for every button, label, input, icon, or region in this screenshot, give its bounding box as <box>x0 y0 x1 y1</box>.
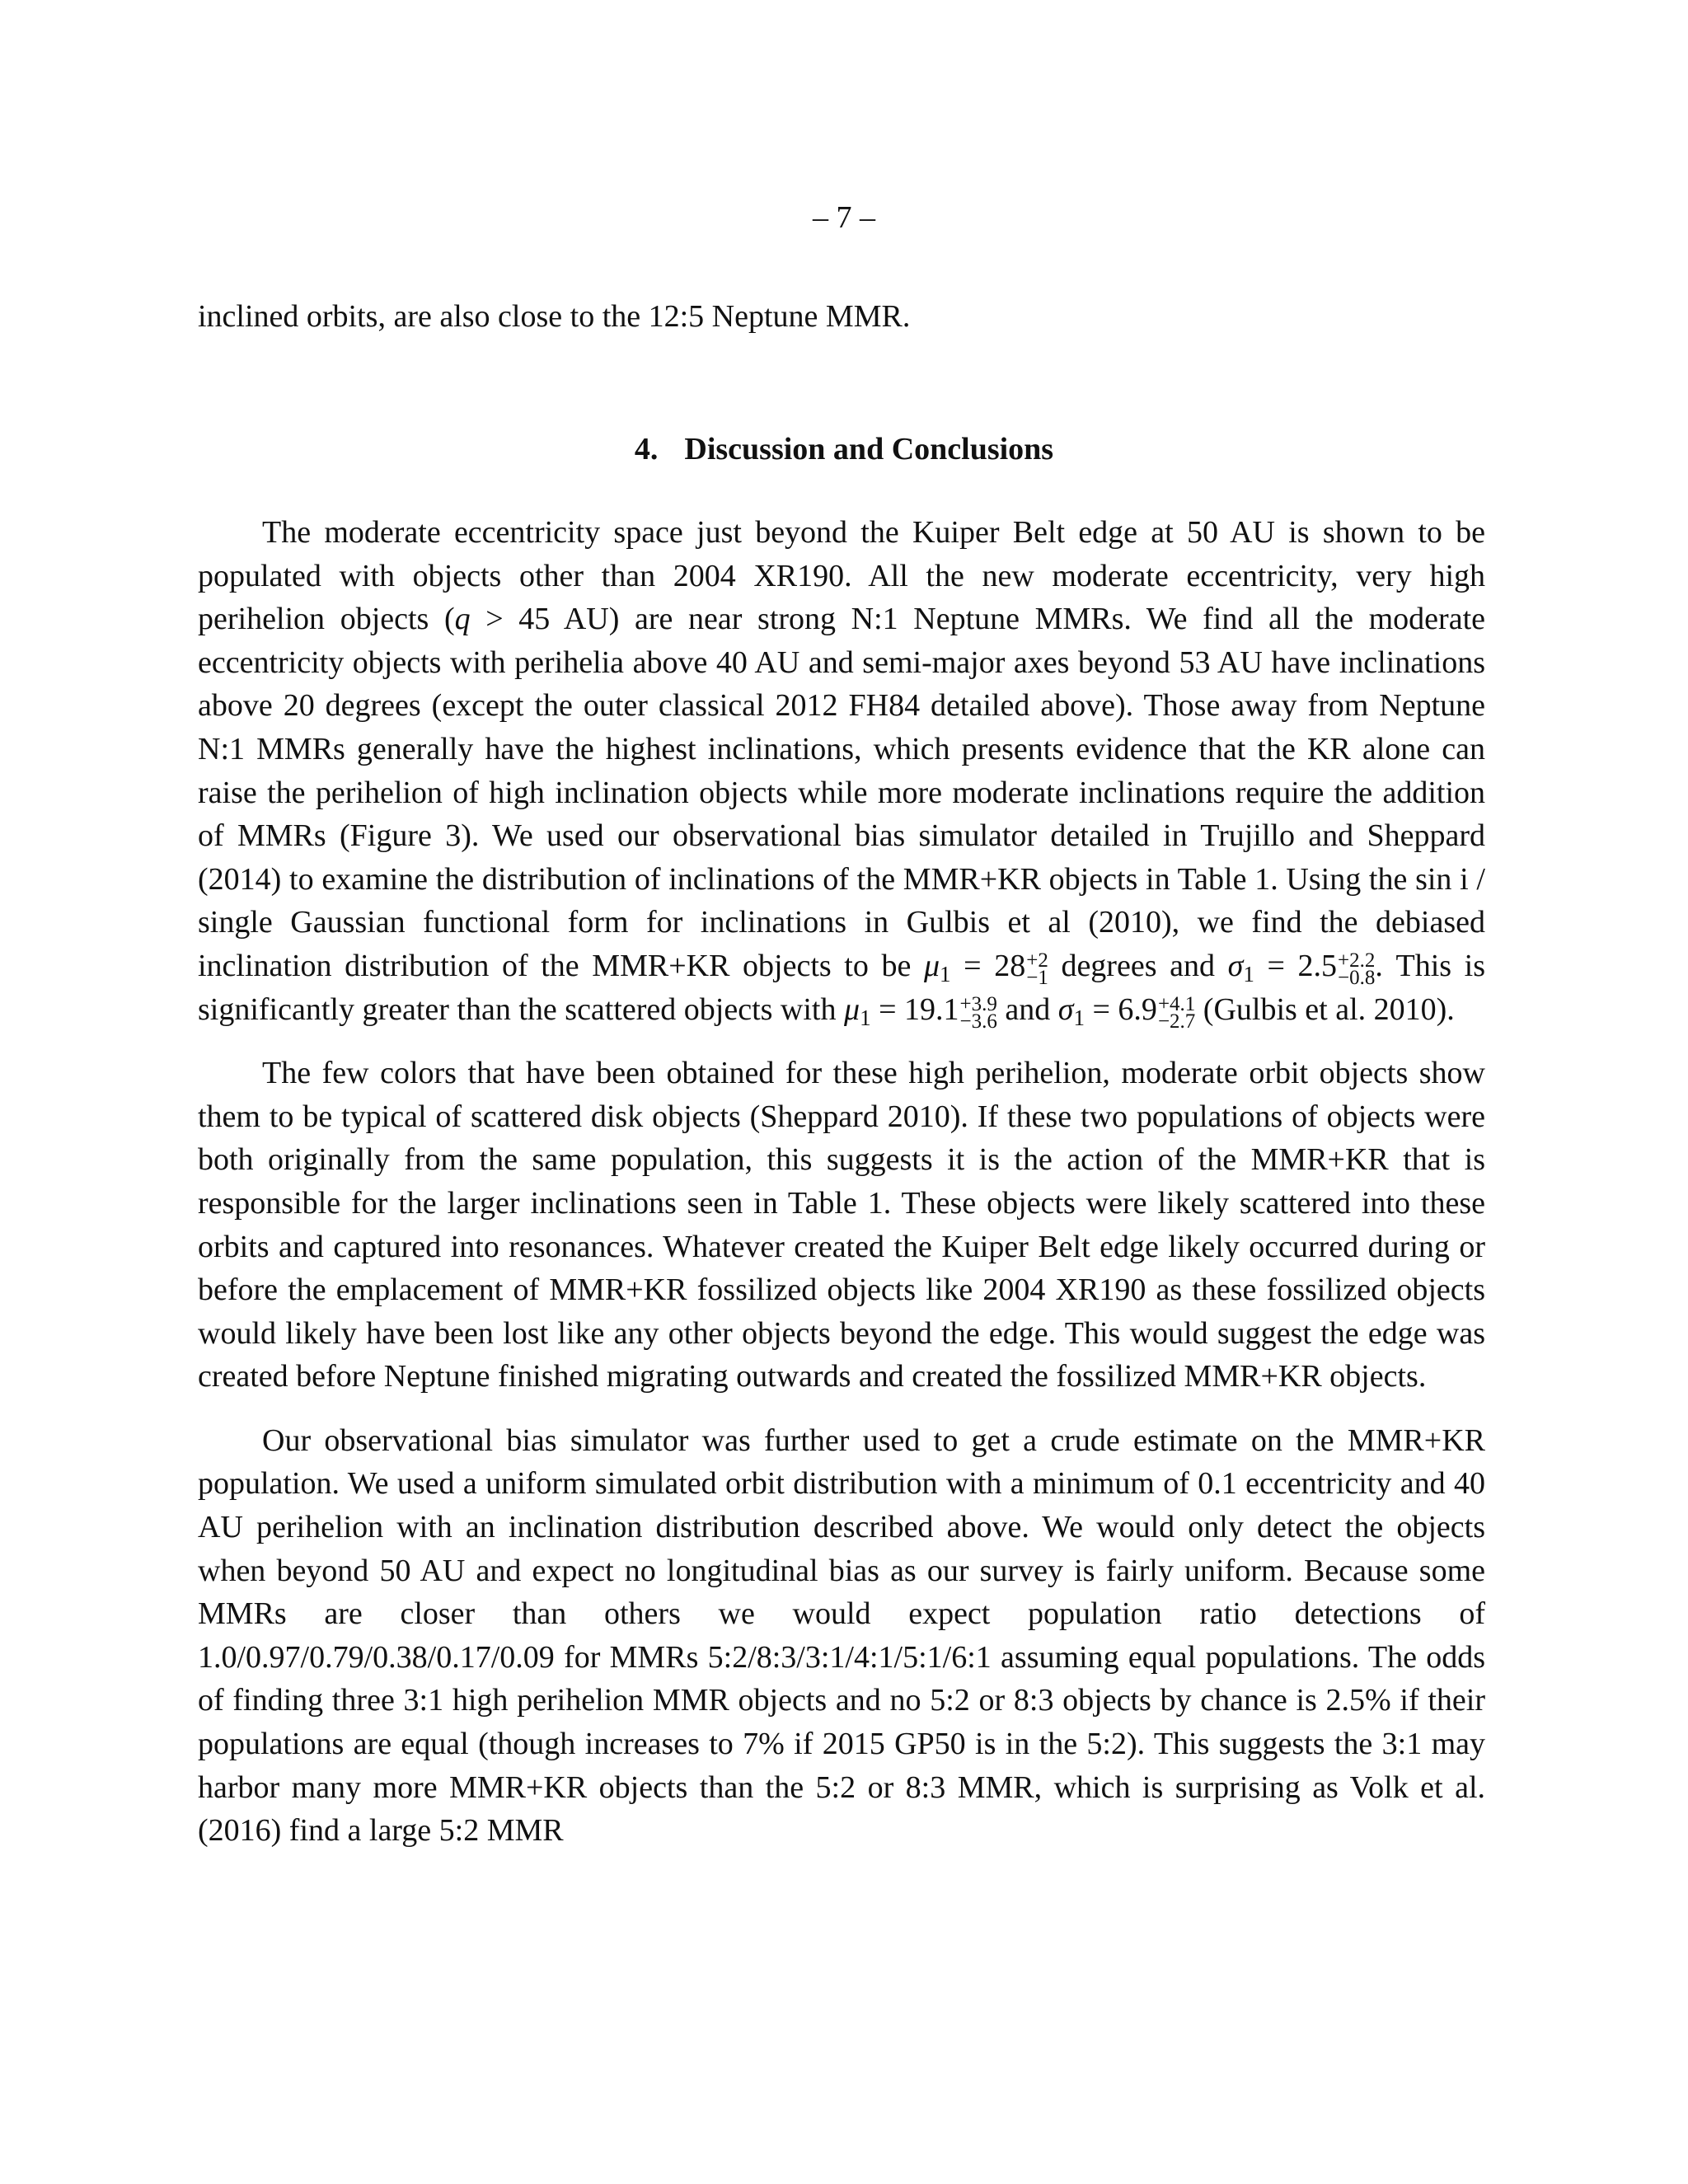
sigma-error-bounds <box>1338 949 1376 989</box>
sigma-lower-error: −0.8 <box>1338 966 1376 989</box>
q-symbol: q <box>454 602 471 637</box>
p1-text-d: . This is significantly greater than the scattered objects with <box>198 948 1486 1027</box>
sigma-value: = 2.5 <box>1254 948 1338 983</box>
mu-symbol: μ <box>923 948 940 983</box>
section-title: Discussion and Conclusions <box>684 432 1054 466</box>
paragraph-2: The few colors that have been obtained for these high perihelion, moderate orbit objects show them to be typical of scattered disk objects (Sheppard 2010). If these two populations of objects were both originally from the same population, this suggests it is the action of the MMR+KR that is responsible for the larger inclinations seen in Table 1. These objects were likely scattered into these orbits and captured into resonances. Whatever created the Kuiper Belt edge likely occurred during or before the emplacement of MMR+KR fossilized objects like 2004 XR190 as these fossilized objects would likely have been lost like any other objects beyond the edge. This would suggest the edge was created before Neptune finished migrating outwards and created the fossilized MMR+KR objects. <box>198 1056 1485 1394</box>
mu2-symbol: μ <box>844 991 860 1027</box>
p1-text-c: degrees and <box>1048 948 1228 983</box>
paragraph-1 <box>198 511 1485 1031</box>
p1-text-b: > 45 AU) are near strong N:1 Neptune MMRs. We find all the moderate eccentricity objects with perihelia above 40 AU and semi-major axes beyond 53 AU have inclinations above 20 degrees (except the outer classical 2012 FH84 detailed above). Those away from Neptune N:1 MMRs generally have the highest inclinations, which presents evidence that the KR alone can raise the perihelion of high inclination objects while more moderate inclinations require the addition of MMRs (Figure 3). We used our observational bias simulator detailed in Trujillo and Sheppard (2014) to examine the distribution of inclinations of the MMR+KR objects in Table 1. Using the sin i / single Gaussian functional form for inclinations in Gulbis et al (2010), we find the debiased inclination distribution of the MMR+KR objects to be <box>198 602 1485 983</box>
mu2-subscript: 1 <box>860 1005 871 1030</box>
continued-paragraph: inclined orbits, are also close to the 12:5 Neptune MMR. <box>198 299 911 334</box>
mu2-value: = 19.1 <box>870 991 959 1027</box>
paragraph-3: Our observational bias simulator was further used to get a crude estimate on the MMR+KR population. We used a uniform simulated orbit distribution with a minimum of 0.1 eccentricity and 40 AU perihelion with an inclination distribution described above. We would only detect the objects when beyond 50 AU and expect no longitudinal bias as our survey is fairly uniform. Because some MMRs are closer than others we would expect population ratio detections of 1.0/0.97/0.79/0.38/0.17/0.09 for MMRs 5:2/8:3/3:1/4:1/5:1/6:1 assuming equal populations. The odds of finding three 3:1 high perihelion MMR objects and no 5:2 or 8:3 objects by chance is 2.5% if their populations are equal (though increases to 7% if 2015 GP50 is in the 5:2). This suggests the 3:1 may harbor many more MMR+KR objects than the 5:2 or 8:3 MMR, which is surprising as Volk et al. (2016) find a large 5:2 MMR <box>198 1422 1485 1849</box>
page-number: – 7 – <box>813 200 875 235</box>
sigma2-symbol: σ <box>1057 991 1074 1027</box>
p1-text-f: (Gulbis et al. 2010). <box>1195 991 1455 1027</box>
mu-error-bounds <box>1026 949 1048 989</box>
sigma2-error-bounds <box>1157 992 1196 1033</box>
mu-upper-error: +2 <box>1026 949 1048 972</box>
sigma2-lower-error: −2.7 <box>1157 1010 1196 1033</box>
section-body <box>198 511 1485 1873</box>
p1-text-e: and <box>996 991 1058 1027</box>
mu2-error-bounds <box>959 992 997 1033</box>
p1-text-a: The moderate eccentricity space just beyond the Kuiper Belt edge at 50 AU is shown to be populated with objects other than 2004 XR190. All the new moderate eccentricity, very high perihelion objects ( <box>198 515 1485 637</box>
sigma2-upper-error: +4.1 <box>1157 992 1196 1015</box>
mu2-upper-error: +3.9 <box>959 992 997 1015</box>
sigma-subscript: 1 <box>1243 961 1254 987</box>
section-number: 4. <box>634 432 659 466</box>
sigma2-value: = 6.9 <box>1085 991 1157 1027</box>
mu2-lower-error: −3.6 <box>959 1010 997 1033</box>
sigma-upper-error: +2.2 <box>1338 949 1376 972</box>
mu-subscript: 1 <box>940 961 951 987</box>
sigma2-subscript: 1 <box>1073 1005 1085 1030</box>
section-heading <box>0 431 1688 467</box>
mu-value: = 28 <box>950 948 1026 983</box>
sigma-symbol: σ <box>1227 948 1244 983</box>
mu-lower-error: −1 <box>1026 966 1048 989</box>
